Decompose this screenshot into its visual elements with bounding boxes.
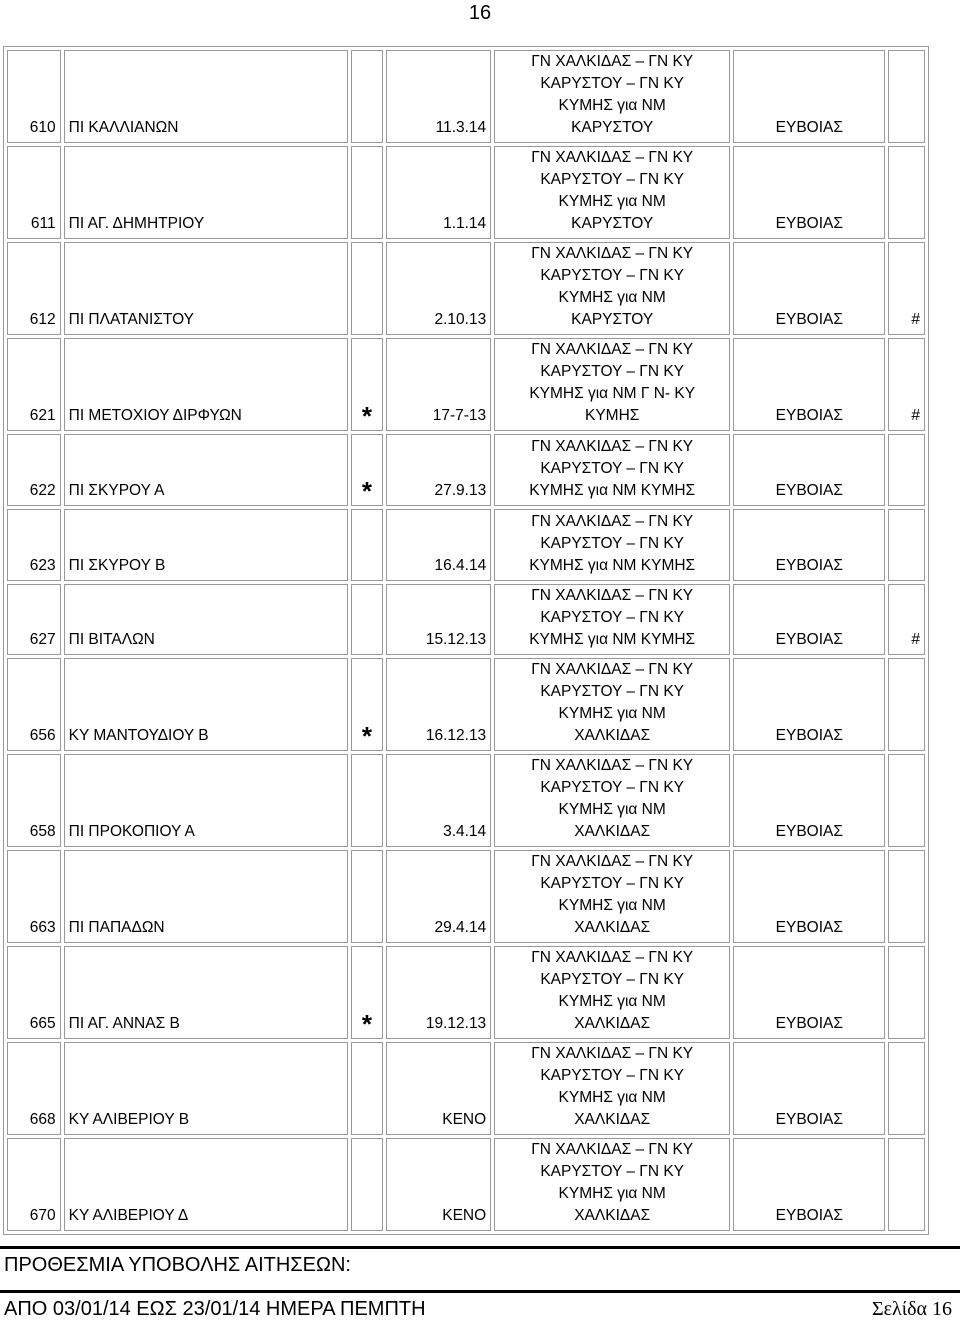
row-region: ΕΥΒΟΙΑΣ — [733, 434, 885, 506]
row-name: ΠΙ ΣΚΥΡΟΥ Α — [64, 434, 348, 506]
row-star-marker: * — [351, 434, 383, 506]
table-row — [7, 242, 925, 335]
route-line: ΓΝ ΧΑΛΚΙΔΑΣ – ΓΝ ΚΥ — [531, 341, 694, 358]
row-star-marker — [351, 50, 383, 143]
route-line: ΧΑΛΚΙΔΑΣ — [574, 727, 651, 744]
row-code: 612 — [7, 242, 61, 335]
row-code: 658 — [7, 754, 61, 847]
row-region: ΕΥΒΟΙΑΣ — [733, 338, 885, 431]
route-line: ΓΝ ΧΑΛΚΙΔΑΣ – ΓΝ ΚΥ — [531, 513, 694, 530]
route-line: ΚΥΜΗΣ για ΝΜ — [558, 97, 666, 114]
row-star-marker: * — [351, 658, 383, 751]
route-line: ΚΑΡΥΣΤΟΥ – ΓΝ ΚΥ — [540, 460, 685, 477]
route-line: ΚΑΡΥΣΤΟΥ – ΓΝ ΚΥ — [540, 171, 685, 188]
page-number: 16 — [468, 2, 492, 24]
row-code: 670 — [7, 1138, 61, 1231]
route-line: ΓΝ ΧΑΛΚΙΔΑΣ – ΓΝ ΚΥ — [531, 1045, 694, 1062]
row-region: ΕΥΒΟΙΑΣ — [733, 658, 885, 751]
row-star-marker — [351, 584, 383, 655]
row-star-marker — [351, 146, 383, 239]
table-row — [7, 434, 925, 506]
row-region: ΕΥΒΟΙΑΣ — [733, 850, 885, 943]
route-line: ΚΑΡΥΣΤΟΥ – ΓΝ ΚΥ — [540, 609, 685, 626]
row-date: 29.4.14 — [386, 850, 491, 943]
row-name: ΠΙ ΜΕΤΟΧΙΟΥ ΔΙΡΦΥΩΝ — [64, 338, 348, 431]
row-region: ΕΥΒΟΙΑΣ — [733, 50, 885, 143]
route-line: ΓΝ ΧΑΛΚΙΔΑΣ – ΓΝ ΚΥ — [531, 1141, 694, 1158]
row-mark — [888, 509, 925, 581]
row-route — [494, 242, 730, 335]
route-line: ΧΑΛΚΙΔΑΣ — [574, 919, 651, 936]
table-row — [7, 658, 925, 751]
row-name: ΠΙ ΠΛΑΤΑΝΙΣΤΟΥ — [64, 242, 348, 335]
route-line: ΧΑΛΚΙΔΑΣ — [574, 823, 651, 840]
route-line: ΓΝ ΧΑΛΚΙΔΑΣ – ΓΝ ΚΥ — [531, 149, 694, 166]
row-route — [494, 50, 730, 143]
route-line: ΚΥΜΗΣ για ΝΜ ΚΥΜΗΣ — [529, 482, 696, 499]
table-row — [7, 584, 925, 655]
row-mark: # — [888, 338, 925, 431]
row-name: ΠΙ ΚΑΛΛΙΑΝΩΝ — [64, 50, 348, 143]
row-date: 19.12.13 — [386, 946, 491, 1039]
row-star-marker — [351, 1042, 383, 1135]
route-line: ΚΑΡΥΣΤΟΥ — [571, 311, 654, 328]
route-line: ΚΥΜΗΣ για ΝΜ — [558, 193, 666, 210]
footer-divider — [0, 1246, 960, 1249]
row-name: ΠΙ ΑΓ. ΔΗΜΗΤΡΙΟΥ — [64, 146, 348, 239]
route-line: ΚΑΡΥΣΤΟΥ – ΓΝ ΚΥ — [540, 267, 685, 284]
positions-table-body — [7, 50, 925, 1231]
row-region: ΕΥΒΟΙΑΣ — [733, 946, 885, 1039]
route-line: ΚΑΡΥΣΤΟΥ – ΓΝ ΚΥ — [540, 75, 685, 92]
row-date: 16.4.14 — [386, 509, 491, 581]
route-line: ΓΝ ΧΑΛΚΙΔΑΣ – ΓΝ ΚΥ — [531, 245, 694, 262]
row-mark — [888, 50, 925, 143]
row-route — [494, 1138, 730, 1231]
route-line: ΚΑΡΥΣΤΟΥ – ΓΝ ΚΥ — [540, 1067, 685, 1084]
row-region: ΕΥΒΟΙΑΣ — [733, 1042, 885, 1135]
row-name: ΠΙ ΠΑΠΑΔΩΝ — [64, 850, 348, 943]
table-row — [7, 1138, 925, 1231]
row-name: ΠΙ ΠΡΟΚΟΠΙΟΥ Α — [64, 754, 348, 847]
row-code: 610 — [7, 50, 61, 143]
row-date: ΚΕΝΟ — [386, 1042, 491, 1135]
route-line: ΚΥΜΗΣ για ΝΜ ΚΥΜΗΣ — [529, 557, 696, 574]
row-route — [494, 434, 730, 506]
row-route — [494, 850, 730, 943]
row-mark — [888, 946, 925, 1039]
route-line: ΚΥΜΗΣ για ΝΜ — [558, 993, 666, 1010]
row-route — [494, 946, 730, 1039]
row-code: 656 — [7, 658, 61, 751]
route-line: ΚΑΡΥΣΤΟΥ – ΓΝ ΚΥ — [540, 971, 685, 988]
route-line: ΓΝ ΧΑΛΚΙΔΑΣ – ΓΝ ΚΥ — [531, 757, 694, 774]
row-code: 668 — [7, 1042, 61, 1135]
route-line: ΚΥΜΗΣ για ΝΜ — [558, 1089, 666, 1106]
row-star-marker — [351, 850, 383, 943]
route-line: ΚΥΜΗΣ για ΝΜ — [558, 801, 666, 818]
row-region: ΕΥΒΟΙΑΣ — [733, 242, 885, 335]
row-region: ΕΥΒΟΙΑΣ — [733, 584, 885, 655]
row-mark — [888, 434, 925, 506]
table-row — [7, 50, 925, 143]
route-line: ΚΑΡΥΣΤΟΥ – ΓΝ ΚΥ — [540, 1163, 685, 1180]
route-line: ΚΑΡΥΣΤΟΥ — [571, 119, 654, 136]
route-line: ΚΑΡΥΣΤΟΥ – ΓΝ ΚΥ — [540, 875, 685, 892]
row-name: ΠΙ ΒΙΤΑΛΩΝ — [64, 584, 348, 655]
route-line: ΓΝ ΧΑΛΚΙΔΑΣ – ΓΝ ΚΥ — [531, 661, 694, 678]
route-line: ΚΑΡΥΣΤΟΥ – ΓΝ ΚΥ — [540, 535, 685, 552]
row-code: 627 — [7, 584, 61, 655]
row-date: 15.12.13 — [386, 584, 491, 655]
row-star-marker — [351, 242, 383, 335]
footer-divider-lower — [0, 1290, 960, 1293]
row-mark: # — [888, 242, 925, 335]
row-route — [494, 509, 730, 581]
row-star-marker — [351, 1138, 383, 1231]
row-code: 622 — [7, 434, 61, 506]
row-region: ΕΥΒΟΙΑΣ — [733, 509, 885, 581]
route-line: ΓΝ ΧΑΛΚΙΔΑΣ – ΓΝ ΚΥ — [531, 949, 694, 966]
row-code: 621 — [7, 338, 61, 431]
row-star-marker: * — [351, 338, 383, 431]
row-name: ΠΙ ΑΓ. ΑΝΝΑΣ Β — [64, 946, 348, 1039]
row-route — [494, 584, 730, 655]
table-row — [7, 850, 925, 943]
row-date: ΚΕΝΟ — [386, 1138, 491, 1231]
row-star-marker: * — [351, 946, 383, 1039]
row-mark — [888, 754, 925, 847]
row-region: ΕΥΒΟΙΑΣ — [733, 754, 885, 847]
positions-table — [3, 46, 929, 1235]
row-code: 663 — [7, 850, 61, 943]
row-mark: # — [888, 584, 925, 655]
row-star-marker — [351, 509, 383, 581]
route-line: ΧΑΛΚΙΔΑΣ — [574, 1015, 651, 1032]
route-line: ΓΝ ΧΑΛΚΙΔΑΣ – ΓΝ ΚΥ — [531, 53, 694, 70]
footer-page-label: Σελίδα 16 — [871, 1298, 952, 1320]
row-route — [494, 146, 730, 239]
row-name: ΚΥ ΑΛΙΒΕΡΙΟΥ Δ — [64, 1138, 348, 1231]
table-row — [7, 146, 925, 239]
row-date: 11.3.14 — [386, 50, 491, 143]
row-name: ΚΥ ΑΛΙΒΕΡΙΟΥ Β — [64, 1042, 348, 1135]
route-line: ΚΑΡΥΣΤΟΥ – ΓΝ ΚΥ — [540, 683, 685, 700]
row-star-marker — [351, 754, 383, 847]
deadline-title: ΠΡΟΘΕΣΜΙΑ ΥΠΟΒΟΛΗΣ ΑΙΤΗΣΕΩΝ: — [4, 1254, 351, 1276]
route-line: ΧΑΛΚΙΔΑΣ — [574, 1207, 651, 1224]
row-code: 623 — [7, 509, 61, 581]
deadline-dates: ΑΠΟ 03/01/14 ΕΩΣ 23/01/14 ΗΜΕΡΑ ΠΕΜΠΤΗ — [4, 1298, 426, 1320]
row-date: 27.9.13 — [386, 434, 491, 506]
row-route — [494, 338, 730, 431]
table-row — [7, 946, 925, 1039]
route-line: ΓΝ ΧΑΛΚΙΔΑΣ – ΓΝ ΚΥ — [531, 853, 694, 870]
row-mark — [888, 1138, 925, 1231]
route-line: ΚΥΜΗΣ για ΝΜ ΚΥΜΗΣ — [529, 631, 696, 648]
route-line: ΓΝ ΧΑΛΚΙΔΑΣ – ΓΝ ΚΥ — [531, 587, 694, 604]
table-row — [7, 754, 925, 847]
route-line: ΧΑΛΚΙΔΑΣ — [574, 1111, 651, 1128]
row-mark — [888, 146, 925, 239]
row-mark — [888, 850, 925, 943]
row-date: 17-7-13 — [386, 338, 491, 431]
route-line: ΚΥΜΗΣ — [584, 407, 640, 424]
route-line: ΚΥΜΗΣ για ΝΜ — [558, 897, 666, 914]
table-row — [7, 509, 925, 581]
route-line: ΚΥΜΗΣ για ΝΜ — [558, 1185, 666, 1202]
row-name: ΚΥ ΜΑΝΤΟΥΔΙΟΥ Β — [64, 658, 348, 751]
row-date: 16.12.13 — [386, 658, 491, 751]
route-line: ΚΑΡΥΣΤΟΥ – ΓΝ ΚΥ — [540, 363, 685, 380]
row-code: 665 — [7, 946, 61, 1039]
row-mark — [888, 658, 925, 751]
row-route — [494, 658, 730, 751]
row-date: 2.10.13 — [386, 242, 491, 335]
route-line: ΚΑΡΥΣΤΟΥ — [571, 215, 654, 232]
row-name: ΠΙ ΣΚΥΡΟΥ Β — [64, 509, 348, 581]
route-line: ΚΑΡΥΣΤΟΥ – ΓΝ ΚΥ — [540, 779, 685, 796]
route-line: ΓΝ ΧΑΛΚΙΔΑΣ – ΓΝ ΚΥ — [531, 438, 694, 455]
route-line: ΚΥΜΗΣ για ΝΜ — [558, 289, 666, 306]
table-row — [7, 1042, 925, 1135]
route-line: ΚΥΜΗΣ για ΝΜ — [558, 705, 666, 722]
table-row — [7, 338, 925, 431]
row-region: ΕΥΒΟΙΑΣ — [733, 1138, 885, 1231]
row-route — [494, 1042, 730, 1135]
route-line: ΚΥΜΗΣ για ΝΜ Γ Ν- ΚΥ — [529, 385, 696, 402]
row-region: ΕΥΒΟΙΑΣ — [733, 146, 885, 239]
row-code: 611 — [7, 146, 61, 239]
row-date: 1.1.14 — [386, 146, 491, 239]
row-date: 3.4.14 — [386, 754, 491, 847]
row-mark — [888, 1042, 925, 1135]
row-route — [494, 754, 730, 847]
